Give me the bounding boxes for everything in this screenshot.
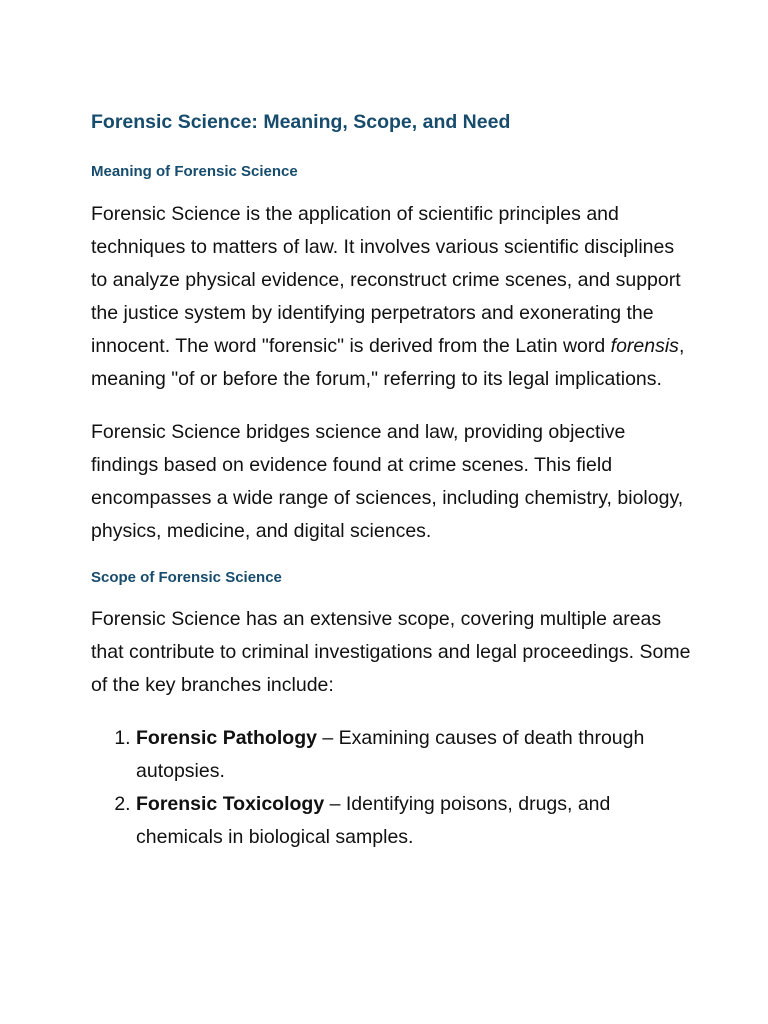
branch-description: – Examining causes of death through autopsies. — [136, 727, 645, 783]
section-heading-meaning: Meaning of Forensic Science — [91, 163, 298, 181]
list-item — [136, 788, 691, 854]
branch-name: Forensic Toxicology — [136, 793, 325, 816]
meaning-paragraph-1-text-a: Forensic Science is the application of scientific principles and techniques to matters of law. It involves various scientific disciplines to analyze physical evidence, reconstruct crime scenes, and support the justice system by identifying perpetrators and exonerating the innocent. The word "forensic" is derived from the Latin word — [91, 202, 681, 357]
branch-list — [91, 722, 691, 854]
latin-word: forensis — [610, 334, 679, 357]
document-content — [91, 110, 691, 854]
document-title: Forensic Science: Meaning, Scope, and Need — [91, 111, 511, 133]
branch-description: – Identifying poisons, drugs, and chemicals in biological samples. — [136, 793, 611, 849]
scope-intro-paragraph: Forensic Science has an extensive scope, covering multiple areas that contribute to criminal investigations and legal proceedings. Some of the key branches include: — [91, 608, 691, 697]
meaning-paragraph-2: Forensic Science bridges science and law, providing objective findings based on evidence found at crime scenes. This field encompasses a wide range of sciences, including chemistry, biology, physics, medicine, and digital sciences. — [91, 420, 684, 542]
meaning-paragraph-1-text-b: , meaning "of or before the forum," referring to its legal implications. — [91, 334, 685, 390]
branch-name: Forensic Pathology — [136, 727, 317, 750]
section-heading-scope: Scope of Forensic Science — [91, 568, 282, 586]
meaning-paragraph-1 — [91, 198, 691, 396]
list-item — [136, 722, 691, 788]
